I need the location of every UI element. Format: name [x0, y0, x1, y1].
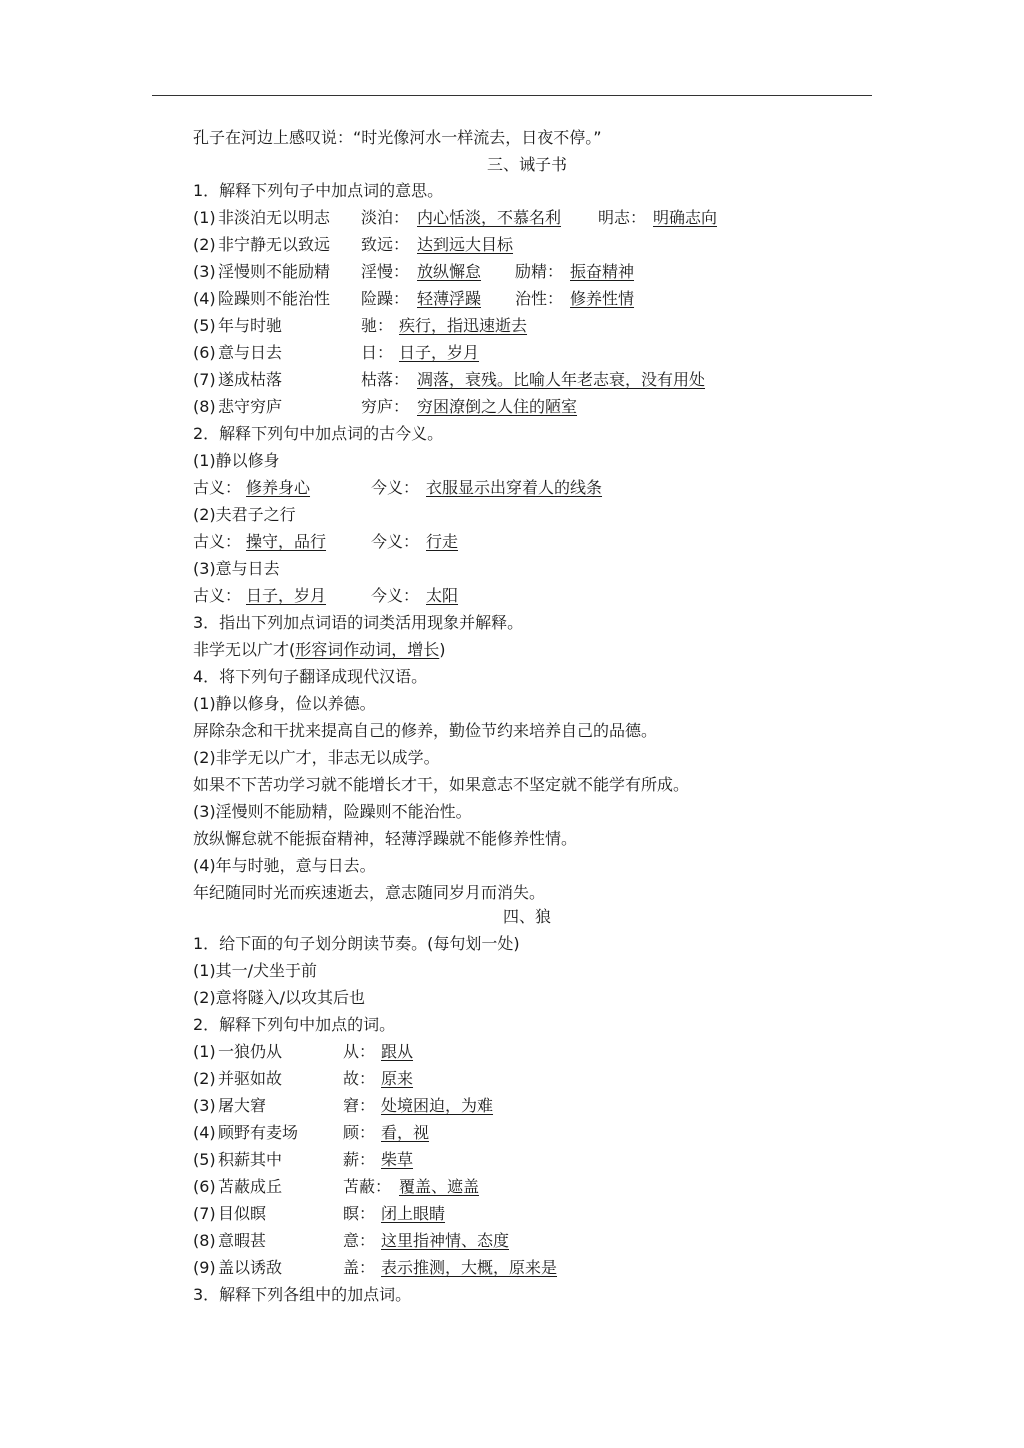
item-number: (4): [193, 289, 216, 308]
s3-q4-question: (1)静以修身，俭以养德。: [193, 694, 376, 713]
item-word: 盖：: [343, 1258, 376, 1277]
item-word: 穷庐：: [361, 397, 410, 416]
s3-q2-old-meaning: 操守，品行: [246, 532, 327, 551]
item-number: (8): [193, 397, 216, 416]
item-word: 故：: [343, 1069, 376, 1088]
s3-q2-new-label: 今义：: [371, 478, 420, 497]
item-word: 枯落：: [361, 370, 410, 389]
item-sentence: 遂成枯落: [218, 370, 283, 389]
item-number: (3): [193, 1096, 216, 1115]
item-sentence: 苫蔽成丘: [218, 1177, 283, 1196]
item-number: (6): [193, 343, 216, 362]
item-answer: 轻薄浮躁: [417, 289, 482, 308]
item-answer: 内心恬淡，不慕名利: [417, 208, 562, 227]
item-word: 治性：: [515, 289, 564, 308]
item-answer: 看，视: [381, 1123, 430, 1142]
item-answer: 修养性情: [570, 289, 635, 308]
item-number: (8): [193, 1231, 216, 1250]
s3-q2-sentence: (1)静以修身: [193, 451, 280, 470]
item-answer: 闭上眼睛: [381, 1204, 446, 1223]
s3-q4-answer: 如果不下苦功学习就不能增长才干，如果意志不坚定就不能学有所成。: [193, 775, 690, 794]
s3-q2-sentence: (2)夫君子之行: [193, 505, 296, 524]
item-sentence: 淫慢则不能励精: [218, 262, 331, 281]
item-word: 顾：: [343, 1123, 376, 1142]
s4-q1-heading: 1．给下面的句子划分朗读节奏。(每句划一处): [193, 934, 520, 953]
section-title-lang: 四、狼: [503, 907, 552, 926]
item-word: 淡泊：: [361, 208, 410, 227]
s3-q2-new-label: 今义：: [371, 532, 420, 551]
s3-q2-old-label: 古义：: [193, 478, 242, 497]
item-word: 意：: [343, 1231, 376, 1250]
item-sentence: 非宁静无以致远: [218, 235, 331, 254]
s3-q2-old-meaning: 修养身心: [246, 478, 311, 497]
item-sentence: 年与时驰: [218, 316, 283, 335]
s3-q2-new-meaning: 太阳: [426, 586, 459, 605]
item-number: (1): [193, 208, 216, 227]
item-sentence: 盖以诱敌: [218, 1258, 283, 1277]
item-answer: 覆盖、遮盖: [399, 1177, 480, 1196]
s4-q3-heading: 3．解释下列各组中的加点词。: [193, 1285, 412, 1304]
item-answer: 表示推测，大概，原来是: [381, 1258, 558, 1277]
item-answer: 穷困潦倒之人住的陋室: [417, 397, 578, 416]
item-sentence: 意与日去: [218, 343, 283, 362]
item-sentence: 积薪其中: [218, 1150, 283, 1169]
s4-q2-heading: 2．解释下列句中加点的词。: [193, 1015, 396, 1034]
item-sentence: 一狼仍从: [218, 1042, 283, 1061]
item-answer: 疾行，指迅速逝去: [399, 316, 528, 335]
s3-q2-old-label: 古义：: [193, 586, 242, 605]
s3-q4-question: (2)非学无以广才，非志无以成学。: [193, 748, 440, 767]
header-rule: [152, 95, 872, 96]
s3-q3-answer: 形容词作动词，增长: [295, 640, 440, 659]
item-sentence: 并驱如故: [218, 1069, 283, 1088]
s3-q3-line: 非学无以广才(形容词作动词，增长): [193, 640, 446, 659]
s3-q4-answer: 放纵懈怠就不能振奋精神，轻薄浮躁就不能修养性情。: [193, 829, 578, 848]
s3-q2-new-meaning: 衣服显示出穿着人的线条: [426, 478, 603, 497]
s3-q4-heading: 4．将下列句子翻译成现代汉语。: [193, 667, 428, 686]
s3-q2-sentence: (3)意与日去: [193, 559, 280, 578]
s3-q3-heading: 3．指出下列加点词语的词类活用现象并解释。: [193, 613, 524, 632]
item-number: (9): [193, 1258, 216, 1277]
item-number: (6): [193, 1177, 216, 1196]
item-number: (4): [193, 1123, 216, 1142]
item-number: (7): [193, 1204, 216, 1223]
s3-q4-question: (3)淫慢则不能励精，险躁则不能治性。: [193, 802, 472, 821]
item-sentence: 悲守穷庐: [218, 397, 283, 416]
item-sentence: 非淡泊无以明志: [218, 208, 331, 227]
item-answer: 达到远大目标: [417, 235, 514, 254]
s3-q4-answer: 屏除杂念和干扰来提高自己的修养，勤俭节约来培养自己的品德。: [193, 721, 658, 740]
item-number: (2): [193, 1069, 216, 1088]
s3-q2-new-label: 今义：: [371, 586, 420, 605]
s3-q1-heading: 1．解释下列句子中加点词的意思。: [193, 181, 444, 200]
s3-q2-heading: 2．解释下列句中加点词的古今义。: [193, 424, 444, 443]
item-sentence: 顾野有麦场: [218, 1123, 299, 1142]
item-word: 明志：: [598, 208, 647, 227]
item-sentence: 险躁则不能治性: [218, 289, 331, 308]
s3-q2-old-meaning: 日子，岁月: [246, 586, 327, 605]
item-sentence: 屠大窘: [218, 1096, 267, 1115]
s4-q1-item: (1)其一/犬坐于前: [193, 961, 318, 980]
item-answer: 明确志向: [653, 208, 718, 227]
item-answer: 日子，岁月: [399, 343, 480, 362]
item-word: 日：: [361, 343, 394, 362]
s3-q2-new-meaning: 行走: [426, 532, 459, 551]
item-number: (1): [193, 1042, 216, 1061]
item-word: 驰：: [361, 316, 394, 335]
item-number: (5): [193, 316, 216, 335]
item-word: 苫蔽：: [343, 1177, 392, 1196]
item-word: 从：: [343, 1042, 376, 1061]
item-number: (2): [193, 235, 216, 254]
item-answer: 柴草: [381, 1150, 414, 1169]
s3-q4-question: (4)年与时驰，意与日去。: [193, 856, 376, 875]
item-answer: 处境困迫，为难: [381, 1096, 494, 1115]
item-word: 致远：: [361, 235, 410, 254]
item-number: (7): [193, 370, 216, 389]
item-sentence: 意暇甚: [218, 1231, 267, 1250]
item-answer: 原来: [381, 1069, 414, 1088]
item-word: 薪：: [343, 1150, 376, 1169]
item-word: 窘：: [343, 1096, 376, 1115]
s4-q1-item: (2)意将隧入/以攻其后也: [193, 988, 366, 1007]
item-answer: 凋落，衰残。比喻人年老志衰，没有用处: [417, 370, 706, 389]
item-answer: 这里指神情、态度: [381, 1231, 510, 1250]
intro-line: 孔子在河边上感叹说：“时光像河水一样流去，日夜不停。”: [193, 128, 602, 147]
item-number: (3): [193, 262, 216, 281]
item-answer: 振奋精神: [570, 262, 635, 281]
item-word: 险躁：: [361, 289, 410, 308]
s3-q4-answer: 年纪随同时光而疾速逝去，意志随同岁月而消失。: [193, 883, 546, 902]
item-number: (5): [193, 1150, 216, 1169]
item-answer: 跟从: [381, 1042, 414, 1061]
item-word: 瞑：: [343, 1204, 376, 1223]
item-word: 励精：: [515, 262, 564, 281]
s3-q2-old-label: 古义：: [193, 532, 242, 551]
item-answer: 放纵懈怠: [417, 262, 482, 281]
section-title-chengzishu: 三、诫子书: [487, 155, 568, 174]
item-word: 淫慢：: [361, 262, 410, 281]
item-sentence: 目似瞑: [218, 1204, 267, 1223]
